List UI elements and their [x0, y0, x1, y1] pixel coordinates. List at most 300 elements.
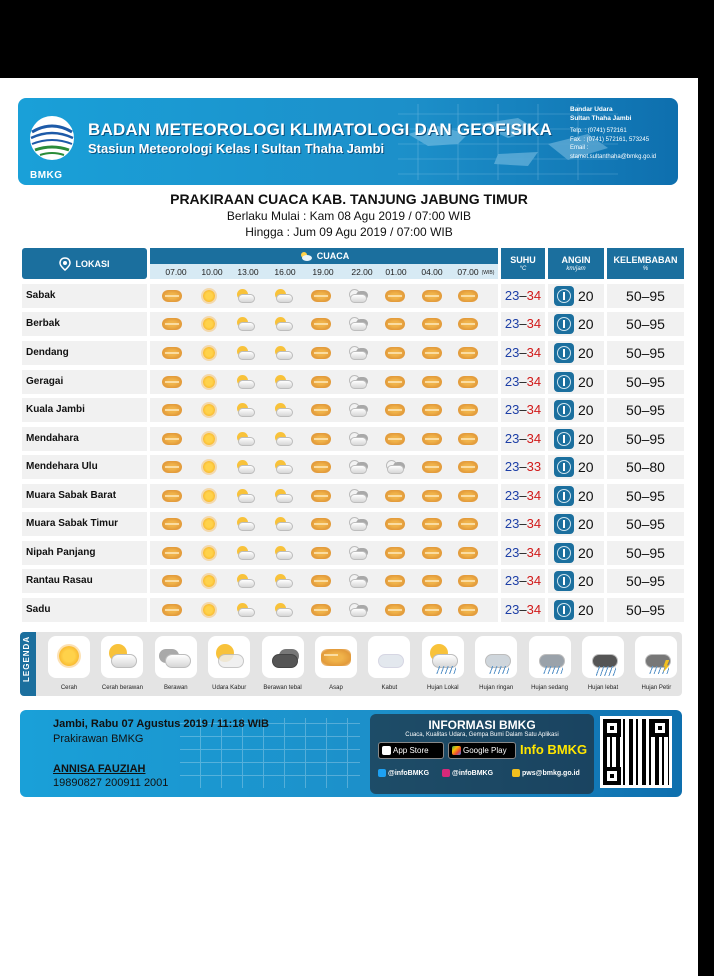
weather-haze-icon	[310, 515, 332, 533]
weather-haze-icon	[384, 515, 406, 533]
weather-haze-icon	[384, 315, 406, 333]
weather-haze-icon	[384, 401, 406, 419]
twitter-handle[interactable]	[378, 769, 429, 777]
temperature-range: 23–34	[501, 312, 545, 336]
header-angin-label: ANGIN	[561, 255, 591, 265]
weather-haze-icon	[161, 430, 183, 448]
weather-pcloud-icon	[273, 544, 295, 562]
table-row	[22, 427, 684, 451]
weather-haze-icon	[421, 373, 443, 391]
wind-cell	[548, 398, 604, 422]
weather-sun-icon	[198, 544, 220, 562]
legend-sun-icon	[48, 636, 90, 678]
org-subtitle: Stasiun Meteorologi Kelas I Sultan Thaha Jambi	[88, 141, 385, 156]
wind-direction-icon	[554, 571, 574, 591]
legend-localrain-icon	[422, 636, 464, 678]
wind-speed: 20	[578, 345, 594, 361]
header-cuaca-label: CUACA	[316, 251, 350, 261]
temp-min: 23	[504, 573, 520, 588]
legend-label: Hujan lebat	[587, 685, 619, 691]
weather-pcloud-icon	[235, 373, 257, 391]
mail-icon	[512, 769, 520, 777]
weather-haze-icon	[457, 287, 479, 305]
location-name: Sabak	[22, 284, 147, 308]
weather-haze-icon	[384, 544, 406, 562]
wind-direction-icon	[554, 314, 574, 334]
legend-tag	[20, 632, 36, 696]
weather-haze-icon	[161, 373, 183, 391]
weather-icons	[150, 541, 498, 565]
temperature-range: 23–33	[501, 455, 545, 479]
wind-direction-icon	[554, 514, 574, 534]
temp-max: 34	[526, 288, 542, 303]
legend-label: Asap	[329, 685, 343, 691]
weather-ncloud-icon	[347, 401, 369, 419]
wind-speed: 20	[578, 545, 594, 561]
weather-haze-icon	[161, 515, 183, 533]
app-store-label: App Store	[393, 746, 429, 755]
info-subtitle: Cuaca, Kualitas Udara, Gempa Bumi Dalam Satu Aplikasi	[405, 732, 559, 738]
table-row	[22, 370, 684, 394]
weather-haze-icon	[457, 601, 479, 619]
weather-icons	[150, 341, 498, 365]
weather-haze-icon	[421, 515, 443, 533]
time-slot-label: 16.00	[274, 267, 296, 277]
weather-pcloud-icon	[235, 601, 257, 619]
humidity-range: 50–95	[607, 512, 684, 536]
weather-haze-icon	[457, 373, 479, 391]
location-name: Sadu	[22, 598, 147, 622]
weather-haze-icon	[161, 344, 183, 362]
temp-max: 34	[526, 488, 542, 503]
weather-haze-icon	[310, 572, 332, 590]
wind-cell	[548, 455, 604, 479]
google-play-label: Google Play	[463, 746, 507, 755]
apple-icon	[382, 746, 391, 755]
temp-min: 23	[504, 545, 520, 560]
weather-haze-icon	[161, 458, 183, 476]
weather-pcloud-icon	[273, 601, 295, 619]
temperature-range: 23–34	[501, 484, 545, 508]
header-kelembaban	[607, 248, 684, 279]
location-name: Kuala Jambi	[22, 398, 147, 422]
header-lokasi-label: LOKASI	[75, 258, 110, 269]
temp-min: 23	[504, 516, 520, 531]
header-kelembaban-unit: %	[642, 266, 649, 272]
qr-finder	[603, 719, 621, 737]
wind-speed: 20	[578, 459, 594, 475]
legend-item	[525, 636, 575, 696]
wind-cell	[548, 427, 604, 451]
time-slot-label: 13.00	[237, 267, 259, 277]
weather-haze-icon	[161, 487, 183, 505]
weather-ncloud-icon	[347, 601, 369, 619]
temperature-range: 23–34	[501, 284, 545, 308]
legend-item	[311, 636, 361, 696]
weather-pcloud-icon	[235, 544, 257, 562]
wind-cell	[548, 341, 604, 365]
weather-pcloud-icon	[235, 315, 257, 333]
weather-pcloud-icon	[273, 572, 295, 590]
humidity-range: 50–80	[607, 455, 684, 479]
weather-haze-icon	[421, 401, 443, 419]
humidity-range: 50–95	[607, 284, 684, 308]
humidity-range: 50–95	[607, 370, 684, 394]
weather-ncloud-icon	[347, 315, 369, 333]
instagram-label: @infoBMKG	[452, 769, 494, 777]
weather-ncloud-icon	[347, 544, 369, 562]
weather-pcloud-icon	[273, 344, 295, 362]
temperature-range: 23–34	[501, 427, 545, 451]
weather-ncloud-icon	[347, 430, 369, 448]
legend-lightrain-icon	[475, 636, 517, 678]
contact-telp: Telp. : (0741) 572161	[570, 128, 627, 134]
weather-icons	[150, 484, 498, 508]
weather-haze-icon	[457, 572, 479, 590]
temp-max: 34	[526, 431, 542, 446]
weather-haze-icon	[421, 430, 443, 448]
weather-sun-icon	[198, 572, 220, 590]
weather-icons	[150, 284, 498, 308]
legend-label: Cerah	[60, 685, 78, 691]
temp-max: 34	[526, 402, 542, 417]
instagram-handle[interactable]	[442, 769, 493, 777]
time-zone-suffix: (WIB)	[481, 270, 495, 276]
weather-haze-icon	[421, 572, 443, 590]
cloud-sun-icon	[299, 251, 313, 261]
issued-date: Jambi, Rabu 07 Agustus 2019 / 11:18 WIB	[53, 718, 270, 730]
qr-finder	[603, 767, 621, 785]
qr-code[interactable]	[600, 716, 672, 788]
wind-cell	[548, 284, 604, 308]
google-play-badge[interactable]	[448, 742, 516, 759]
weather-icons	[150, 312, 498, 336]
weather-haze-icon	[457, 515, 479, 533]
weather-haze-icon	[310, 315, 332, 333]
header-kelembaban-label: KELEMBABAN	[613, 255, 678, 265]
wind-cell	[548, 484, 604, 508]
location-pin-icon	[59, 257, 71, 271]
legend-modrain-icon	[529, 636, 571, 678]
legend-label: Cerah berawan	[101, 685, 143, 691]
instagram-icon	[442, 769, 450, 777]
wind-cell	[548, 598, 604, 622]
weather-haze-icon	[457, 487, 479, 505]
wind-cell	[548, 370, 604, 394]
table-row	[22, 341, 684, 365]
wind-direction-icon	[554, 486, 574, 506]
weather-icons	[150, 370, 498, 394]
temperature-range: 23–34	[501, 569, 545, 593]
weather-icons	[150, 398, 498, 422]
weather-sun-icon	[198, 287, 220, 305]
weather-pcloud-icon	[235, 344, 257, 362]
temp-min: 23	[504, 602, 520, 617]
header-suhu-label: SUHU	[510, 255, 536, 265]
weather-haze-icon	[310, 601, 332, 619]
legend-item	[631, 636, 681, 696]
table-row	[22, 512, 684, 536]
legend-heavyrain-icon	[582, 636, 624, 678]
email-contact[interactable]	[512, 769, 580, 777]
wind-direction-icon	[554, 372, 574, 392]
legend-item	[578, 636, 628, 696]
weather-haze-icon	[457, 315, 479, 333]
wind-direction-icon	[554, 286, 574, 306]
app-store-badge[interactable]	[378, 742, 444, 759]
weather-haze-icon	[457, 458, 479, 476]
weather-icons	[150, 455, 498, 479]
humidity-range: 50–95	[607, 341, 684, 365]
logo-text: BMKG	[30, 170, 63, 181]
temp-min: 23	[504, 345, 520, 360]
temp-max: 34	[526, 316, 542, 331]
forecaster-role: Prakirawan BMKG	[53, 733, 144, 745]
weather-ncloud-icon	[347, 458, 369, 476]
time-slot-label: 10.00	[201, 267, 223, 277]
weather-icons	[150, 427, 498, 451]
wind-speed: 20	[578, 516, 594, 532]
weather-icons	[150, 598, 498, 622]
wind-cell	[548, 312, 604, 336]
temperature-range: 23–34	[501, 341, 545, 365]
legend-item	[258, 636, 308, 696]
wind-speed: 20	[578, 402, 594, 418]
legend-tag-label: LEGENDA	[22, 635, 31, 682]
contact-fax: Fax. : (0741) 572161, 573245	[570, 136, 650, 143]
legend-haze-icon	[315, 636, 357, 678]
info-bmkg-box	[370, 714, 594, 794]
legend-label: Hujan ringan	[479, 685, 514, 691]
weather-sun-icon	[198, 315, 220, 333]
weather-haze-icon	[310, 458, 332, 476]
legend-label: Hujan sedang	[531, 685, 569, 691]
header-suhu-unit: °C	[519, 266, 527, 272]
weather-haze-icon	[310, 344, 332, 362]
temperature-range: 23–34	[501, 370, 545, 394]
table-row	[22, 598, 684, 622]
contact-email: stamet.sultanthaha@bmkg.go.id	[570, 153, 657, 160]
weather-haze-icon	[310, 544, 332, 562]
legend-item	[44, 636, 94, 696]
valid-until: Hingga : Jum 09 Agu 2019 / 07:00 WIB	[245, 225, 453, 239]
wind-speed: 20	[578, 573, 594, 589]
temp-min: 23	[504, 288, 520, 303]
weather-haze-icon	[384, 373, 406, 391]
weather-haze-icon	[161, 315, 183, 333]
time-slots	[150, 264, 498, 279]
table-row	[22, 312, 684, 336]
contact-title-1: Bandar Udara	[570, 106, 613, 113]
weather-sun-icon	[198, 515, 220, 533]
humidity-range: 50–95	[607, 398, 684, 422]
google-play-icon	[452, 746, 461, 755]
wind-speed: 20	[578, 288, 594, 304]
weather-haze-icon	[161, 287, 183, 305]
weather-icons	[150, 512, 498, 536]
weather-pcloud-icon	[235, 287, 257, 305]
header-suhu	[501, 248, 545, 279]
wind-direction-icon	[554, 600, 574, 620]
temp-min: 23	[504, 402, 520, 417]
weather-haze-icon	[161, 544, 183, 562]
temp-max: 34	[526, 516, 542, 531]
weather-haze-icon	[384, 487, 406, 505]
legend-item	[97, 636, 147, 696]
legend-item	[418, 636, 468, 696]
weather-pcloud-icon	[235, 458, 257, 476]
table-row	[22, 569, 684, 593]
temperature-range: 23–34	[501, 398, 545, 422]
legend-hazecloud-icon	[208, 636, 250, 678]
table-row	[22, 455, 684, 479]
weather-ncloud-icon	[347, 572, 369, 590]
weather-sun-icon	[198, 487, 220, 505]
header-banner	[18, 98, 678, 185]
temp-max: 34	[526, 573, 542, 588]
weather-pcloud-icon	[273, 315, 295, 333]
weather-ncloud-icon	[347, 487, 369, 505]
time-slot-label: 01.00	[385, 267, 407, 277]
twitter-icon	[378, 769, 386, 777]
weather-ncloud-icon	[384, 458, 406, 476]
weather-pcloud-icon	[273, 401, 295, 419]
temperature-range: 23–34	[501, 512, 545, 536]
weather-haze-icon	[384, 601, 406, 619]
location-name: Rantau Rasau	[22, 569, 147, 593]
wind-cell	[548, 541, 604, 565]
location-name: Mendahara	[22, 427, 147, 451]
weather-sun-icon	[198, 458, 220, 476]
legend-cloudy-icon	[155, 636, 197, 678]
weather-sun-icon	[198, 601, 220, 619]
forecaster-name: ANNISA FAUZIAH	[53, 763, 146, 775]
wind-speed: 20	[578, 431, 594, 447]
legend-item	[151, 636, 201, 696]
document-title: PRAKIRAAN CUACA KAB. TANJUNG JABUNG TIMUR	[170, 191, 528, 207]
humidity-range: 50–95	[607, 569, 684, 593]
legend-label: Hujan Lokal	[426, 685, 459, 691]
time-slot-label: 07.00	[457, 267, 479, 277]
weather-haze-icon	[384, 287, 406, 305]
weather-haze-icon	[457, 430, 479, 448]
legend-label: Hujan Petir	[641, 685, 672, 691]
weather-pcloud-icon	[273, 430, 295, 448]
legend-panel	[20, 632, 682, 696]
table-row	[22, 398, 684, 422]
weather-haze-icon	[384, 344, 406, 362]
temp-max: 34	[526, 545, 542, 560]
temp-min: 23	[504, 459, 520, 474]
temperature-range: 23–34	[501, 541, 545, 565]
wind-speed: 20	[578, 316, 594, 332]
legend-label: Kabut	[381, 685, 398, 691]
weather-haze-icon	[310, 373, 332, 391]
forecast-page	[0, 78, 698, 976]
legend-overcast-icon	[262, 636, 304, 678]
weather-haze-icon	[421, 344, 443, 362]
weather-haze-icon	[421, 487, 443, 505]
temp-min: 23	[504, 374, 520, 389]
weather-sun-icon	[198, 373, 220, 391]
legend-item	[204, 636, 254, 696]
wind-speed: 20	[578, 374, 594, 390]
qr-finder	[651, 719, 669, 737]
temperature-range: 23–34	[501, 598, 545, 622]
twitter-label: @infoBMKG	[388, 769, 430, 777]
table-row	[22, 484, 684, 508]
weather-pcloud-icon	[273, 487, 295, 505]
weather-haze-icon	[310, 287, 332, 305]
humidity-range: 50–95	[607, 598, 684, 622]
contact-block	[570, 106, 678, 161]
table-row	[22, 541, 684, 565]
location-name: Nipah Panjang	[22, 541, 147, 565]
weather-pcloud-icon	[235, 430, 257, 448]
weather-haze-icon	[161, 601, 183, 619]
valid-from: Berlaku Mulai : Kam 08 Agu 2019 / 07:00 WIB	[226, 209, 472, 223]
header-cuaca	[150, 248, 498, 279]
weather-ncloud-icon	[347, 287, 369, 305]
wind-direction-icon	[554, 457, 574, 477]
weather-haze-icon	[421, 544, 443, 562]
weather-pcloud-icon	[235, 401, 257, 419]
wind-direction-icon	[554, 400, 574, 420]
temp-max: 34	[526, 602, 542, 617]
weather-icons	[150, 569, 498, 593]
wind-speed: 20	[578, 602, 594, 618]
weather-haze-icon	[310, 430, 332, 448]
weather-sun-icon	[198, 430, 220, 448]
weather-haze-icon	[384, 572, 406, 590]
temp-min: 23	[504, 431, 520, 446]
contact-email-label: Email :	[570, 145, 589, 151]
weather-haze-icon	[384, 430, 406, 448]
location-name: Geragai	[22, 370, 147, 394]
forecaster-nip: 19890827 200911 2001	[53, 777, 169, 789]
weather-pcloud-icon	[235, 515, 257, 533]
email-label: pws@bmkg.go.id	[522, 769, 580, 777]
weather-haze-icon	[421, 287, 443, 305]
weather-haze-icon	[310, 487, 332, 505]
info-title: INFORMASI BMKG	[428, 718, 536, 732]
wind-direction-icon	[554, 343, 574, 363]
weather-haze-icon	[457, 344, 479, 362]
wind-speed: 20	[578, 488, 594, 504]
legend-thunder-icon	[635, 636, 677, 678]
footer-panel	[20, 710, 682, 797]
header-angin-unit: km/jam	[566, 266, 586, 272]
weather-ncloud-icon	[347, 373, 369, 391]
weather-haze-icon	[421, 315, 443, 333]
org-title: BADAN METEOROLOGI KLIMATOLOGI DAN GEOFISIKA	[88, 120, 553, 139]
weather-haze-icon	[421, 458, 443, 476]
weather-haze-icon	[161, 572, 183, 590]
temp-min: 23	[504, 488, 520, 503]
time-slot-label: 04.00	[421, 267, 443, 277]
weather-pcloud-icon	[273, 458, 295, 476]
humidity-range: 50–95	[607, 427, 684, 451]
location-name: Muara Sabak Timur	[22, 512, 147, 536]
header-lokasi	[22, 248, 147, 279]
weather-pcloud-icon	[273, 373, 295, 391]
weather-sun-icon	[198, 401, 220, 419]
legend-item	[364, 636, 414, 696]
weather-ncloud-icon	[347, 344, 369, 362]
legend-label: Berawan tebal	[263, 685, 302, 691]
weather-haze-icon	[457, 544, 479, 562]
wind-cell	[548, 512, 604, 536]
